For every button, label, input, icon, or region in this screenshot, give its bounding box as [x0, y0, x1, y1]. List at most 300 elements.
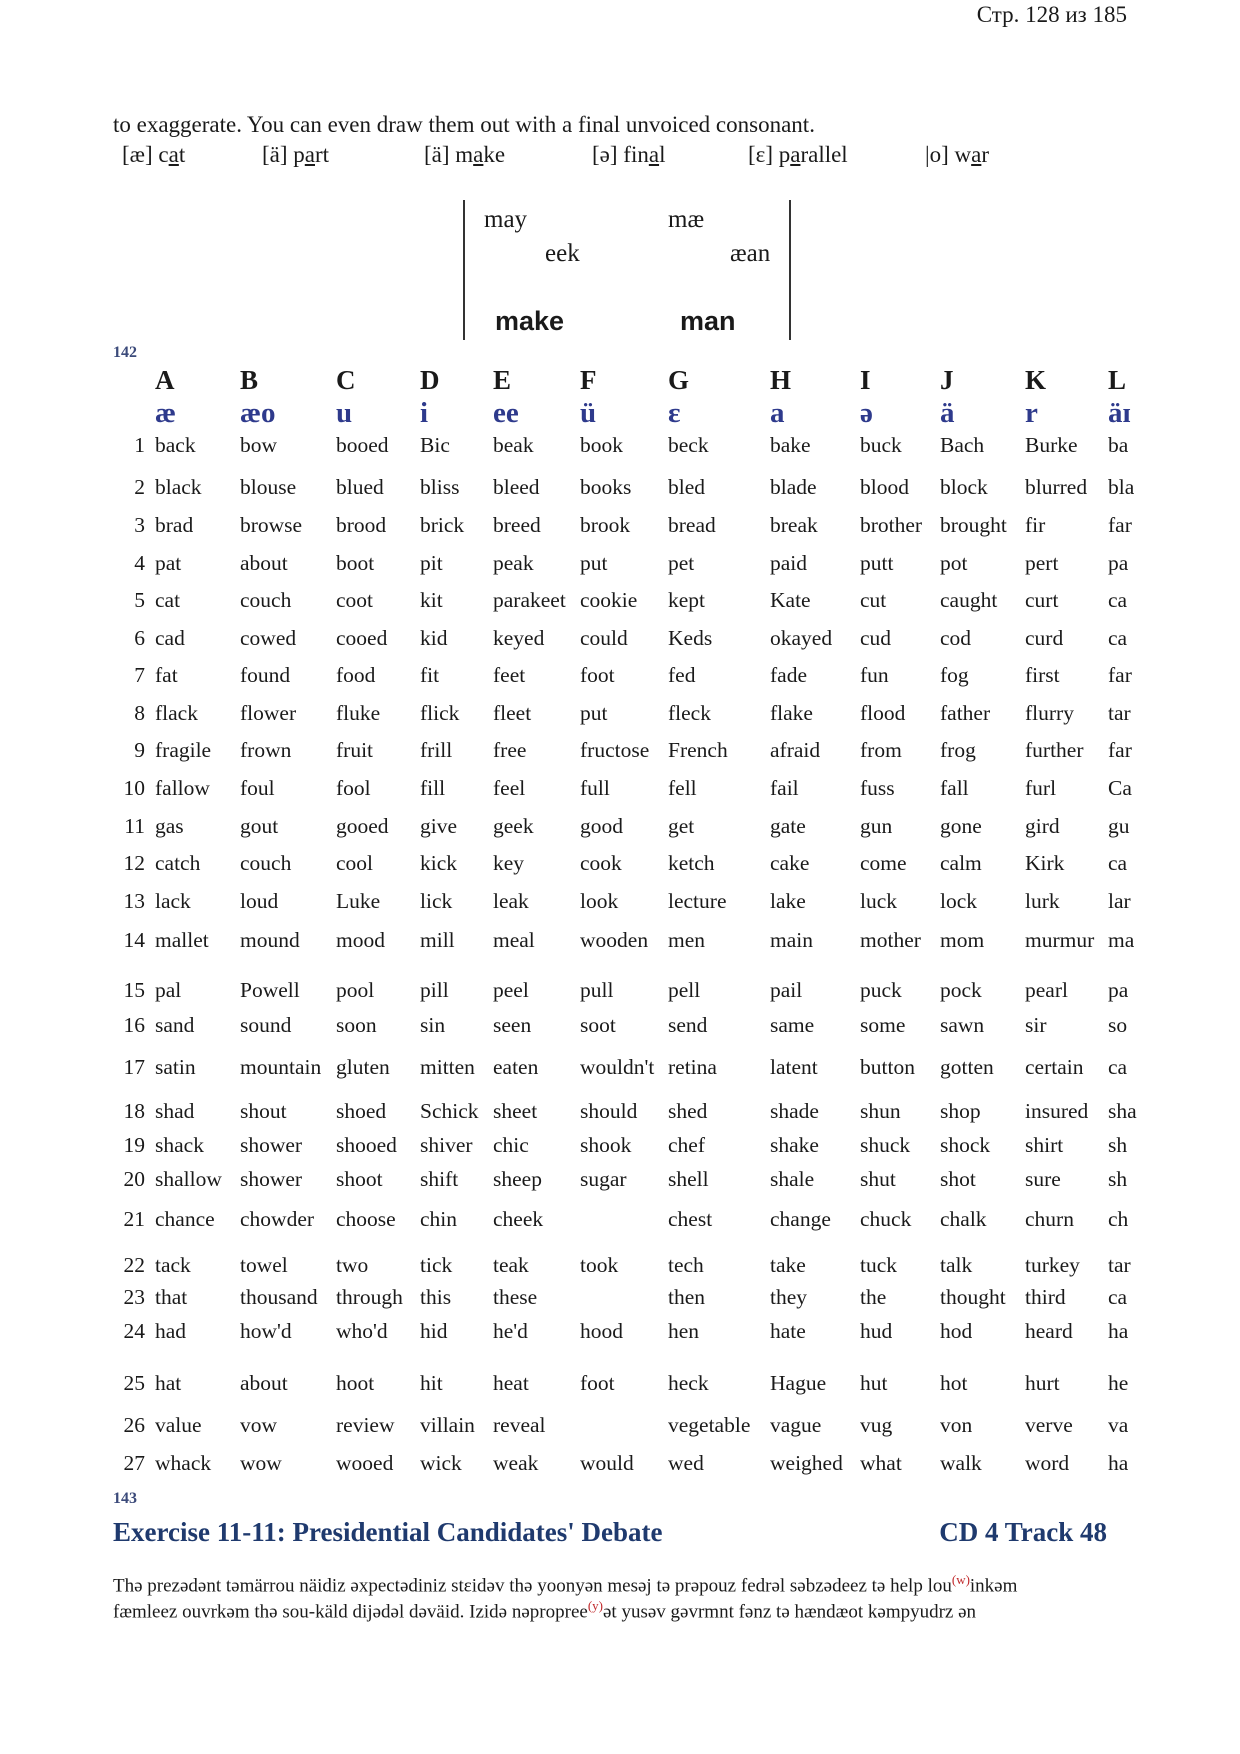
word-cell: shower — [240, 1167, 303, 1191]
word-cell: chic — [493, 1133, 529, 1157]
word-cell: sheep — [493, 1167, 542, 1191]
word-cell: curt — [1025, 588, 1059, 612]
diagram-right-divider — [789, 200, 791, 340]
vowel-example — [262, 142, 329, 168]
vowel-example-ul: a — [648, 142, 660, 167]
row-number: 7 — [134, 663, 145, 687]
word-cell: fluke — [336, 701, 381, 725]
word-cell: browse — [240, 513, 303, 537]
word-cell: sound — [240, 1013, 292, 1037]
word-cell: gun — [860, 814, 893, 838]
word-cell: fit — [420, 663, 440, 687]
word-cell: brought — [940, 513, 1007, 537]
vowel-example — [925, 142, 989, 168]
row-number: 1 — [134, 433, 145, 457]
word-cell: some — [860, 1013, 906, 1037]
row-number: 8 — [134, 701, 145, 725]
word-cell: lar — [1108, 889, 1131, 913]
word-cell: full — [580, 776, 610, 800]
word-cell: pot — [940, 551, 968, 575]
word-cell: shooed — [336, 1133, 397, 1157]
word-cell: cowed — [240, 626, 297, 650]
word-cell: cook — [580, 851, 622, 875]
word-cell: afraid — [770, 738, 821, 762]
word-cell: pet — [668, 551, 695, 575]
column-vowel-symbol: r — [1025, 397, 1038, 429]
diagram-left-top: may — [484, 206, 528, 233]
word-cell: soon — [336, 1013, 377, 1037]
word-cell: peel — [493, 978, 529, 1002]
word-cell: found — [240, 663, 291, 687]
vowel-example — [592, 142, 665, 168]
word-cell: ha — [1108, 1319, 1129, 1343]
word-cell: pull — [580, 978, 614, 1002]
word-cell: bleed — [493, 475, 540, 499]
word-cell: ha — [1108, 1451, 1129, 1475]
word-cell: turkey — [1025, 1253, 1080, 1277]
word-cell: good — [580, 814, 623, 838]
word-cell: luck — [860, 889, 898, 913]
word-cell: shake — [770, 1133, 819, 1157]
exercise-line-2 — [113, 1598, 1131, 1623]
word-cell: send — [668, 1013, 708, 1037]
word-cell: kept — [668, 588, 706, 612]
word-cell: pit — [420, 551, 443, 575]
word-cell: chest — [668, 1207, 713, 1231]
word-cell: gluten — [336, 1055, 390, 1079]
diagram-right-bottom: man — [680, 306, 736, 336]
word-cell: fructose — [580, 738, 650, 762]
row-number: 5 — [134, 588, 145, 612]
column-letter: D — [420, 365, 440, 395]
word-cell: change — [770, 1207, 831, 1231]
word-cell: shower — [240, 1133, 303, 1157]
column-letter: C — [336, 365, 356, 395]
word-cell: break — [770, 513, 818, 537]
word-cell: took — [580, 1253, 619, 1277]
word-cell: lack — [155, 889, 191, 913]
word-cell: von — [940, 1413, 973, 1437]
row-number: 22 — [123, 1253, 145, 1277]
word-cell: Powell — [240, 978, 300, 1002]
word-cell: pock — [940, 978, 982, 1002]
column-letter: K — [1025, 365, 1047, 395]
word-cell: take — [770, 1253, 806, 1277]
word-cell: flack — [155, 701, 198, 725]
word-cell: food — [336, 663, 376, 687]
word-cell: chin — [420, 1207, 458, 1231]
word-cell: ba — [1108, 433, 1129, 457]
word-cell: tuck — [860, 1253, 898, 1277]
word-cell: blood — [860, 475, 909, 499]
word-cell: churn — [1025, 1207, 1074, 1231]
exercise-line-2-text-a: fæmleez ouvrkəm thə sou-käld dijədəl dəväid. Izidə nəpropree — [113, 1601, 588, 1623]
word-cell: wow — [240, 1451, 282, 1475]
word-cell: pert — [1025, 551, 1059, 575]
word-cell: how'd — [240, 1319, 292, 1343]
word-cell: beck — [668, 433, 709, 457]
word-cell: bow — [240, 433, 278, 457]
word-cell: further — [1025, 738, 1084, 762]
word-cell: fade — [770, 663, 807, 687]
page-number-bottom: 143 — [113, 1490, 137, 1507]
word-cell: lake — [770, 889, 806, 913]
word-cell: shack — [155, 1133, 204, 1157]
column-letter: E — [493, 365, 512, 395]
word-cell: ch — [1108, 1207, 1129, 1231]
word-cell: fallow — [155, 776, 210, 800]
word-cell: ca — [1108, 1055, 1128, 1079]
word-cell: hen — [668, 1319, 700, 1343]
word-cell: fall — [940, 776, 969, 800]
word-cell: cake — [770, 851, 810, 875]
vowel-example — [748, 142, 848, 168]
word-cell: hud — [860, 1319, 893, 1343]
word-cell: shun — [860, 1099, 901, 1123]
word-cell: shoot — [336, 1167, 383, 1191]
word-cell: foot — [580, 1371, 615, 1395]
word-cell: latent — [770, 1055, 818, 1079]
word-cell: hat — [155, 1371, 182, 1395]
word-cell: villain — [420, 1413, 475, 1437]
diagram-right-mid: æan — [730, 240, 771, 267]
word-cell: bake — [770, 433, 811, 457]
word-cell: books — [580, 475, 632, 499]
word-cell: couch — [240, 588, 292, 612]
word-cell: bla — [1108, 475, 1135, 499]
word-cell: chance — [155, 1207, 215, 1231]
word-cell: loud — [240, 889, 279, 913]
word-cell: block — [940, 475, 988, 499]
word-cell: mitten — [420, 1055, 475, 1079]
word-cell: leak — [493, 889, 529, 913]
word-cell: key — [493, 851, 525, 875]
word-cell: give — [420, 814, 458, 838]
word-cell: ca — [1108, 626, 1128, 650]
word-cell: pal — [155, 978, 182, 1002]
row-number: 23 — [123, 1285, 145, 1309]
word-cell: put — [580, 701, 608, 725]
word-cell: main — [770, 928, 813, 952]
word-cell: parakeet — [493, 588, 566, 612]
word-cell: mood — [336, 928, 385, 952]
column-letter: I — [860, 365, 871, 395]
word-cell: mom — [940, 928, 985, 952]
vowel-example — [424, 142, 505, 168]
word-cell: hurt — [1025, 1371, 1060, 1395]
word-cell: shut — [860, 1167, 896, 1191]
word-cell: he — [1108, 1371, 1129, 1395]
liaison-marker: (w) — [951, 1572, 970, 1587]
word-cell: about — [240, 1371, 288, 1395]
word-cell: foul — [240, 776, 275, 800]
word-cell: fuss — [860, 776, 895, 800]
vowel-example-pre: p — [293, 142, 305, 167]
exercise-line-1-text-a: Thə prezədənt təmärrou näidiz əxpectədiniz stɛidəv thə yoonyən mesəj tə prəpouz fedrəl səbzədeez tə help lou — [113, 1575, 952, 1597]
row-number: 19 — [123, 1133, 145, 1157]
word-cell: fruit — [336, 738, 374, 762]
word-cell: caught — [940, 588, 998, 612]
word-cell: shot — [940, 1167, 976, 1191]
word-cell: brick — [420, 513, 465, 537]
exercise-line-2-text-b: ət yusəv gəvrmnt fənz tə hændæot kəmpyudrz ən — [603, 1601, 977, 1623]
word-cell: certain — [1025, 1055, 1084, 1079]
word-cell: this — [420, 1285, 452, 1309]
row-number: 25 — [123, 1371, 145, 1395]
word-cell: tar — [1108, 1253, 1131, 1277]
word-cell: weak — [493, 1451, 539, 1475]
word-cell: lurk — [1025, 889, 1060, 913]
column-letter: H — [770, 365, 792, 395]
word-cell: cooed — [336, 626, 388, 650]
word-cell: far — [1108, 513, 1132, 537]
word-cell: Schick — [420, 1099, 479, 1123]
word-cell: Kirk — [1025, 851, 1065, 875]
vowel-example-pre: w — [954, 142, 972, 167]
word-cell: fleet — [493, 701, 532, 725]
column-vowel-symbol: ɛ — [668, 397, 681, 429]
word-cell: vague — [770, 1413, 822, 1437]
word-cell: blurred — [1025, 475, 1088, 499]
word-cell: insured — [1025, 1099, 1089, 1123]
word-cell: pa — [1108, 551, 1129, 575]
word-cell: pell — [668, 978, 701, 1002]
word-cell: catch — [155, 851, 201, 875]
row-number: 20 — [123, 1167, 145, 1191]
word-cell: from — [860, 738, 902, 762]
word-cell: gooed — [336, 814, 389, 838]
word-cell: flurry — [1025, 701, 1074, 725]
word-cell: geek — [493, 814, 534, 838]
column-vowel-symbol: æ — [155, 397, 176, 429]
word-cell: shook — [580, 1133, 632, 1157]
vowel-example-post: t — [178, 142, 186, 167]
word-cell: get — [668, 814, 695, 838]
word-cell: hid — [420, 1319, 448, 1343]
word-cell: Bach — [940, 433, 985, 457]
row-number: 3 — [134, 513, 145, 537]
word-cell: hit — [420, 1371, 443, 1395]
word-cell: Burke — [1025, 433, 1078, 457]
word-cell: wick — [420, 1451, 462, 1475]
vowel-example-post: ke — [483, 142, 506, 167]
word-cell: teak — [493, 1253, 529, 1277]
word-cell: father — [940, 701, 991, 725]
vowel-example-sym: |o] — [925, 142, 955, 167]
word-cell: flick — [420, 701, 460, 725]
word-cell: fun — [860, 663, 889, 687]
word-cell: would — [580, 1451, 634, 1475]
word-cell: brook — [580, 513, 631, 537]
word-cell: sure — [1025, 1167, 1061, 1191]
word-cell: about — [240, 551, 288, 575]
row-number: 14 — [123, 928, 145, 952]
word-cell: shed — [668, 1099, 708, 1123]
word-cell: word — [1025, 1451, 1070, 1475]
word-cell: puck — [860, 978, 902, 1002]
word-cell: fir — [1025, 513, 1046, 537]
word-cell: shallow — [155, 1167, 222, 1191]
word-cell: fat — [155, 663, 178, 687]
vowel-example-post: l — [659, 142, 666, 167]
row-number: 24 — [123, 1319, 145, 1343]
word-cell: putt — [860, 551, 894, 575]
word-cell: Kate — [770, 588, 811, 612]
column-letter: F — [580, 365, 597, 395]
word-cell: gout — [240, 814, 279, 838]
vowel-example-sym: [ə] — [592, 142, 624, 167]
word-cell: shop — [940, 1099, 981, 1123]
word-cell: button — [860, 1055, 915, 1079]
word-cell: the — [860, 1285, 887, 1309]
exercise-title: Exercise 11-11: Presidential Candidates' Debate — [113, 1517, 663, 1547]
word-cell: book — [580, 433, 623, 457]
vowel-example-pre: c — [158, 142, 169, 167]
word-cell: heck — [668, 1371, 709, 1395]
word-cell: mallet — [155, 928, 209, 952]
word-cell: they — [770, 1285, 808, 1309]
word-cell: sand — [155, 1013, 195, 1037]
word-cell: bliss — [420, 475, 460, 499]
word-cell: chowder — [240, 1207, 315, 1231]
vowel-example-sym: [ɛ] — [748, 142, 779, 167]
diagram-right-top: mæ — [668, 206, 705, 233]
word-cell: shirt — [1025, 1133, 1064, 1157]
word-cell: cat — [155, 588, 181, 612]
word-cell: black — [155, 475, 202, 499]
diagram-left-mid: eek — [545, 240, 580, 267]
word-cell: shad — [155, 1099, 195, 1123]
column-letter: A — [155, 365, 175, 395]
word-cell: fell — [668, 776, 697, 800]
vowel-example-pre: m — [455, 142, 474, 167]
word-cell: back — [155, 433, 196, 457]
word-cell: far — [1108, 738, 1132, 762]
word-cell: tick — [420, 1253, 453, 1277]
word-cell: cheek — [493, 1207, 544, 1231]
word-cell: sheet — [493, 1099, 538, 1123]
word-cell: put — [580, 551, 608, 575]
word-cell: chuck — [860, 1207, 912, 1231]
word-cell: gone — [940, 814, 982, 838]
word-cell: same — [770, 1013, 815, 1037]
word-cell: lecture — [668, 889, 727, 913]
word-cell: wooed — [336, 1451, 394, 1475]
word-cell: review — [336, 1413, 395, 1437]
word-cell: gas — [155, 814, 184, 838]
word-cell: ketch — [668, 851, 715, 875]
column-vowel-symbol: æo — [240, 397, 276, 429]
row-number: 21 — [123, 1207, 145, 1231]
word-cell: mother — [860, 928, 921, 952]
word-cell: gird — [1025, 814, 1060, 838]
word-cell: coot — [336, 588, 374, 612]
row-number: 27 — [123, 1451, 145, 1475]
word-cell: foot — [580, 663, 615, 687]
vowel-example-ul: a — [790, 142, 801, 167]
word-cell: shift — [420, 1167, 459, 1191]
word-cell: frown — [240, 738, 292, 762]
word-cell: cut — [860, 588, 887, 612]
word-cell: cod — [940, 626, 972, 650]
word-cell: far — [1108, 663, 1132, 687]
word-cell: hot — [940, 1371, 968, 1395]
word-cell: shale — [770, 1167, 815, 1191]
row-number: 4 — [134, 551, 145, 575]
word-cell: fragile — [155, 738, 212, 762]
word-cell: sh — [1108, 1167, 1128, 1191]
word-cell: shock — [940, 1133, 991, 1157]
row-number: 13 — [123, 889, 145, 913]
word-cell: brad — [155, 513, 194, 537]
word-cell: hate — [770, 1319, 806, 1343]
word-cell: hood — [580, 1319, 623, 1343]
word-cell: heard — [1025, 1319, 1073, 1343]
column-vowel-symbol: u — [336, 397, 353, 429]
word-cell: kit — [420, 588, 443, 612]
word-cell: frill — [420, 738, 453, 762]
exercise-line-1 — [113, 1572, 1131, 1597]
word-cell: through — [336, 1285, 403, 1309]
word-cell: bled — [668, 475, 706, 499]
word-cell: weighed — [770, 1451, 843, 1475]
column-vowel-symbol: äɪ — [1108, 397, 1131, 429]
word-cell: cookie — [580, 588, 638, 612]
word-cell: sh — [1108, 1133, 1128, 1157]
word-cell: couch — [240, 851, 292, 875]
word-cell: murmur — [1025, 928, 1095, 952]
word-cell: pool — [336, 978, 375, 1002]
column-letter: G — [668, 365, 690, 395]
word-cell: kick — [420, 851, 458, 875]
word-cell: flood — [860, 701, 906, 725]
word-cell: gate — [770, 814, 806, 838]
word-cell: shout — [240, 1099, 287, 1123]
column-vowel-symbol: ə — [860, 397, 873, 429]
column-vowel-symbol: a — [770, 397, 785, 429]
word-cell: Luke — [336, 889, 381, 913]
vowel-example-pre: fin — [623, 142, 649, 167]
word-cell: these — [493, 1285, 538, 1309]
word-cell: vow — [240, 1413, 278, 1437]
word-cell: booed — [336, 433, 389, 457]
word-cell: retina — [668, 1055, 717, 1079]
word-cell: hut — [860, 1371, 888, 1395]
row-number: 16 — [123, 1013, 145, 1037]
word-cell: wed — [668, 1451, 704, 1475]
word-cell: tar — [1108, 701, 1131, 725]
word-cell: bread — [668, 513, 716, 537]
intro-sentence: to exaggerate. You can even draw them out with a final unvoiced consonant. — [113, 112, 815, 137]
diagram-left-bottom: make — [495, 306, 565, 336]
word-cell: men — [668, 928, 706, 952]
word-cell: feet — [493, 663, 526, 687]
word-cell: okayed — [770, 626, 833, 650]
page-number-top: 142 — [113, 344, 137, 361]
word-cell: value — [155, 1413, 202, 1437]
word-cell: shade — [770, 1099, 819, 1123]
exercise-track: CD 4 Track 48 — [939, 1517, 1107, 1547]
word-cell: blued — [336, 475, 384, 499]
word-cell: meal — [493, 928, 535, 952]
row-number: 15 — [123, 978, 145, 1002]
word-cell: mound — [240, 928, 300, 952]
diagram-left-divider — [463, 200, 465, 340]
word-cell: cad — [155, 626, 185, 650]
word-cell: va — [1108, 1413, 1129, 1437]
word-cell: brood — [336, 513, 387, 537]
word-cell: walk — [940, 1451, 982, 1475]
